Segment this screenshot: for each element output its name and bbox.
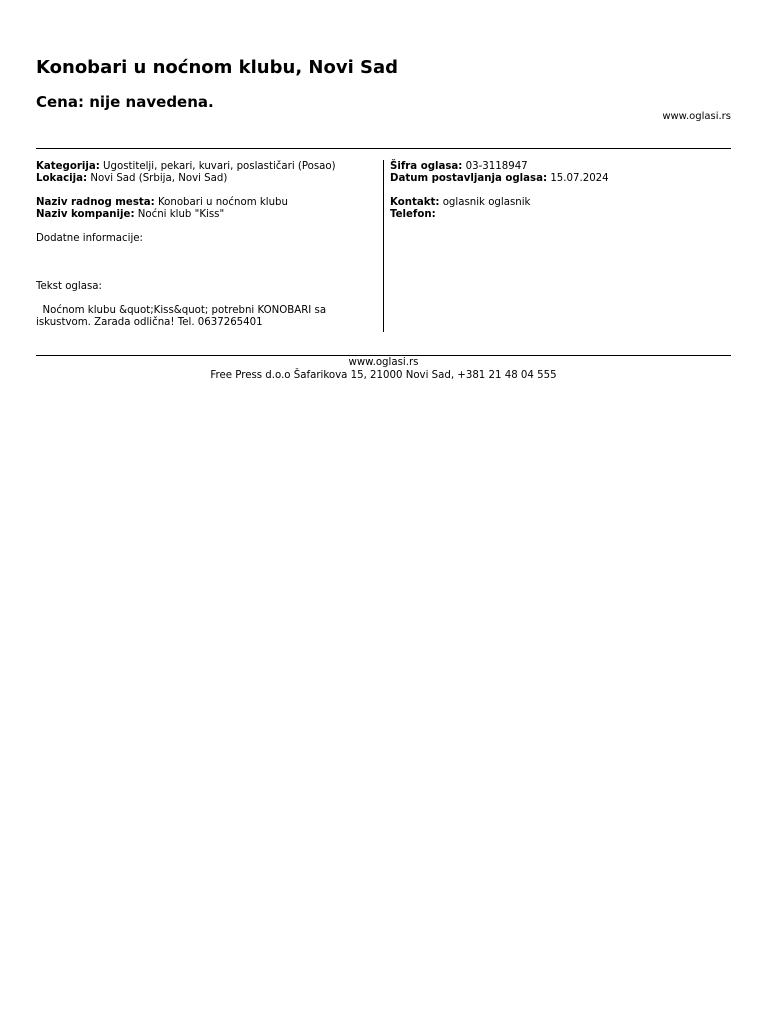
spacer bbox=[390, 185, 730, 197]
contact-label: Kontakt: bbox=[390, 197, 440, 208]
footer-site-link[interactable]: www.oglasi.rs bbox=[348, 357, 419, 368]
ad-code-label: Šifra oglasa: bbox=[390, 161, 463, 172]
category-value: Ugostitelji, pekari, kuvari, poslastičari (Posao) bbox=[103, 161, 336, 172]
company-row bbox=[36, 209, 376, 221]
footer-company-info: Free Press d.o.o Šafarikova 15, 21000 Novi Sad, +381 21 48 04 555 bbox=[210, 370, 557, 381]
phone-label: Telefon: bbox=[390, 209, 436, 220]
job-title-row bbox=[36, 197, 376, 209]
price-line: Cena: nije navedena. bbox=[36, 93, 214, 111]
page-title: Konobari u noćnom klubu, Novi Sad bbox=[36, 57, 399, 78]
ad-text-body: Noćnom klubu &quot;Kiss&quot; potrebni KONOBARI sa iskustvom. Zarada odlična! Tel. 0637265401 bbox=[36, 305, 330, 328]
top-divider bbox=[36, 148, 731, 149]
post-date-row bbox=[390, 173, 730, 185]
column-divider bbox=[383, 160, 384, 332]
ad-details-right bbox=[390, 161, 730, 221]
contact-row bbox=[390, 197, 730, 209]
job-title-value: Konobari u noćnom klubu bbox=[157, 197, 288, 208]
location-row bbox=[36, 173, 376, 185]
ad-text-label: Tekst oglasa: bbox=[36, 281, 102, 292]
job-title-label: Naziv radnog mesta: bbox=[36, 197, 155, 208]
phone-row bbox=[390, 209, 730, 221]
location-value: Novi Sad (Srbija, Novi Sad) bbox=[90, 173, 228, 184]
company-value: Noćni klub "Kiss" bbox=[137, 209, 225, 220]
extra-info-label: Dodatne informacije: bbox=[36, 233, 143, 244]
footer bbox=[36, 356, 731, 382]
company-label: Naziv kompanije: bbox=[36, 209, 135, 220]
spacer bbox=[36, 245, 376, 281]
post-date-value: 15.07.2024 bbox=[550, 173, 609, 184]
ad-code-row bbox=[390, 161, 730, 173]
category-row bbox=[36, 161, 376, 173]
location-label: Lokacija: bbox=[36, 173, 88, 184]
ad-code-value: 03-3118947 bbox=[465, 161, 528, 172]
contact-value: oglasnik oglasnik bbox=[442, 197, 531, 208]
spacer bbox=[36, 185, 376, 197]
ad-details-left bbox=[36, 161, 376, 329]
spacer bbox=[36, 293, 376, 305]
post-date-label: Datum postavljanja oglasa: bbox=[390, 173, 548, 184]
site-link-top[interactable]: www.oglasi.rs bbox=[662, 111, 731, 122]
spacer bbox=[36, 221, 376, 233]
category-label: Kategorija: bbox=[36, 161, 100, 172]
